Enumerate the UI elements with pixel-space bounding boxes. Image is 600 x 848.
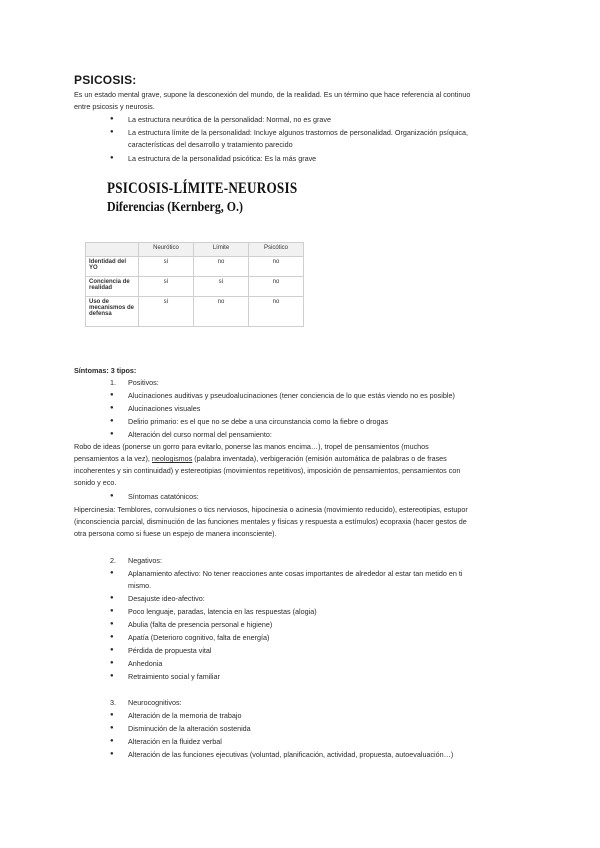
list-item-text: Pérdida de propuesta vital	[128, 646, 212, 655]
list-item	[110, 568, 530, 592]
list-item-text-cont: características del desarrollo y tratamiento parecido	[128, 140, 293, 149]
bullet-icon: ●	[110, 418, 114, 424]
list-item	[110, 632, 530, 644]
list-item-text: La estructura de la personalidad psicótica: Es la más grave	[128, 154, 317, 163]
list-item	[110, 619, 530, 631]
list-item	[110, 403, 530, 415]
bullet-icon: ●	[110, 570, 114, 576]
page-title: PSICOSIS:	[74, 73, 137, 87]
table-header-cell: Neurótico	[139, 243, 194, 257]
list-item	[110, 736, 530, 748]
table-cell: sí	[194, 277, 249, 297]
list-item	[110, 710, 530, 722]
table-row	[86, 257, 304, 277]
intro-line-2: entre psicosis y neurosis.	[74, 102, 155, 111]
hipercinesia-line-1: Hipercinesia: Temblores, convulsiones o tics nerviosos, hipocinesia o acinesia (movimiento reducido), estereotipias, estupor	[74, 505, 468, 514]
list-item	[110, 593, 530, 605]
numbered-item	[110, 555, 530, 567]
table-row-header: Identidad del YO	[86, 257, 139, 277]
bullet-icon: ●	[110, 673, 114, 679]
comparison-heading-subtitle: Diferencias (Kernberg, O.)	[107, 200, 243, 215]
list-item	[110, 127, 530, 151]
list-item	[110, 491, 530, 503]
robo-line-1: Robo de ideas (ponerse un gorro para evitarlo, ponerse las manos encima…), tropel de pensamientos (muchos	[74, 442, 429, 451]
robo-line-3: incoherentes y sin continuidad) y estereotipias (movimientos repetitivos), imposición de pensamientos, pensamientos con	[74, 466, 461, 475]
list-item	[110, 390, 530, 402]
neologismos-term: neologismos	[151, 454, 193, 463]
list-item-text: La estructura límite de la personalidad: Incluye algunos trastornos de personalidad. Organización psíquica,	[128, 128, 469, 137]
table-cell: no	[249, 277, 304, 297]
list-item	[110, 671, 530, 683]
table-header-cell: Psicótico	[249, 243, 304, 257]
list-item	[110, 658, 530, 670]
table-header-cell: Límite	[194, 243, 249, 257]
list-item-text-cont: mismo.	[128, 581, 152, 590]
table-header-cell	[86, 243, 139, 257]
robo-text: pensamientos a la vez),	[74, 454, 152, 463]
list-item-text: Aplanamiento afectivo: No tener reacciones ante cosas importantes de alrededor al estar tan metido en ti	[128, 569, 463, 578]
table-cell: sí	[139, 257, 194, 277]
robo-line-4: sonido y eco.	[74, 478, 117, 487]
bullet-icon: ●	[110, 116, 114, 122]
robo-line-2	[74, 453, 447, 465]
list-item-text: Desajuste ideo-afectivo:	[128, 594, 205, 603]
bullet-icon: ●	[110, 392, 114, 398]
list-item-text: Disminución de la alteración sostenida	[128, 724, 251, 733]
list-item-text: Alucinaciones visuales	[128, 404, 201, 413]
numbered-item	[110, 377, 530, 389]
list-item-text: Alteración en la fluidez verbal	[128, 737, 222, 746]
list-item-text: Delirio primario: es el que no se debe a una circunstancia como la fiebre o drogas	[128, 417, 389, 426]
item-label: Negativos:	[128, 556, 162, 565]
bullet-icon: ●	[110, 155, 114, 161]
list-item-text: Apatía (Deterioro cognitivo, falta de energía)	[128, 633, 270, 642]
list-item	[110, 416, 530, 428]
item-number: 1.	[110, 378, 116, 387]
list-item-text: Anhedonia	[128, 659, 163, 668]
bullet-icon: ●	[110, 634, 114, 640]
list-item-text: Alucinaciones auditivas y pseudoalucinaciones (tener conciencia de lo que estás viendo no es posible)	[128, 391, 455, 400]
list-item	[110, 429, 530, 441]
list-item-text: Alteración de la memoria de trabajo	[128, 711, 242, 720]
robo-text: (palabra inventada), verbigeración (emisión automática de palabras o de frases	[192, 454, 447, 463]
bullet-icon: ●	[110, 660, 114, 666]
list-item-text: Alteración del curso normal del pensamiento:	[128, 430, 272, 439]
table-cell: no	[249, 257, 304, 277]
bullet-icon: ●	[110, 738, 114, 744]
table-row	[86, 297, 304, 327]
bullet-icon: ●	[110, 608, 114, 614]
bullet-icon: ●	[110, 405, 114, 411]
intro-line-1: Es un estado mental grave, supone la desconexión del mundo, de la realidad. Es un término que hace referencia al continuo	[74, 90, 471, 99]
list-item	[110, 723, 530, 735]
bullet-icon: ●	[110, 725, 114, 731]
table-cell: sí	[139, 277, 194, 297]
list-item-text: Abulia (falta de presencia personal e higiene)	[128, 620, 273, 629]
item-label: Neurocognitivos:	[128, 698, 182, 707]
bullet-icon: ●	[110, 621, 114, 627]
list-item	[110, 606, 530, 618]
list-item-text: La estructura neurótica de la personalidad: Normal, no es grave	[128, 115, 331, 124]
table-cell: sí	[139, 297, 194, 327]
bullet-icon: ●	[110, 493, 114, 499]
table-header-row	[86, 243, 304, 257]
hipercinesia-line-2: (inconsciencia parcial, disminución de las funciones mentales y físicas y respuesta a estímulos) ecopraxia (hacer gestos de	[74, 517, 467, 526]
list-item-text: Retraimiento social y familiar	[128, 672, 220, 681]
comparison-table	[85, 242, 304, 327]
list-item-text: Síntomas catatónicos:	[128, 492, 199, 501]
item-label: Positivos:	[128, 378, 159, 387]
list-item	[110, 114, 530, 126]
bullet-icon: ●	[110, 129, 114, 135]
table-row-header: Uso de mecanismos de defensa	[86, 297, 139, 327]
numbered-item	[110, 697, 530, 709]
comparison-heading	[107, 180, 339, 216]
bullet-icon: ●	[110, 647, 114, 653]
list-item	[110, 153, 530, 165]
table-cell: no	[249, 297, 304, 327]
list-item-text: Poco lenguaje, paradas, latencia en las respuestas (alogia)	[128, 607, 317, 616]
item-number: 2.	[110, 556, 116, 565]
hipercinesia-line-3: otra persona como si fuese un espejo de manera inconsciente).	[74, 529, 277, 538]
table-row-header: Conciencia de realidad	[86, 277, 139, 297]
list-item	[110, 645, 530, 657]
bullet-icon: ●	[110, 751, 114, 757]
table-cell: no	[194, 297, 249, 327]
item-number: 3.	[110, 698, 116, 707]
list-item-text: Alteración de las funciones ejecutivas (voluntad, planificación, actividad, propuesta, autoevaluación…)	[128, 750, 454, 759]
table-row	[86, 277, 304, 297]
list-item	[110, 749, 530, 761]
bullet-icon: ●	[110, 712, 114, 718]
section-title-sintomas: Síntomas: 3 tipos:	[74, 366, 137, 375]
table-cell: no	[194, 257, 249, 277]
bullet-icon: ●	[110, 431, 114, 437]
comparison-heading-title: PSICOSIS-LÍMITE-NEUROSIS	[107, 180, 298, 197]
bullet-icon: ●	[110, 595, 114, 601]
